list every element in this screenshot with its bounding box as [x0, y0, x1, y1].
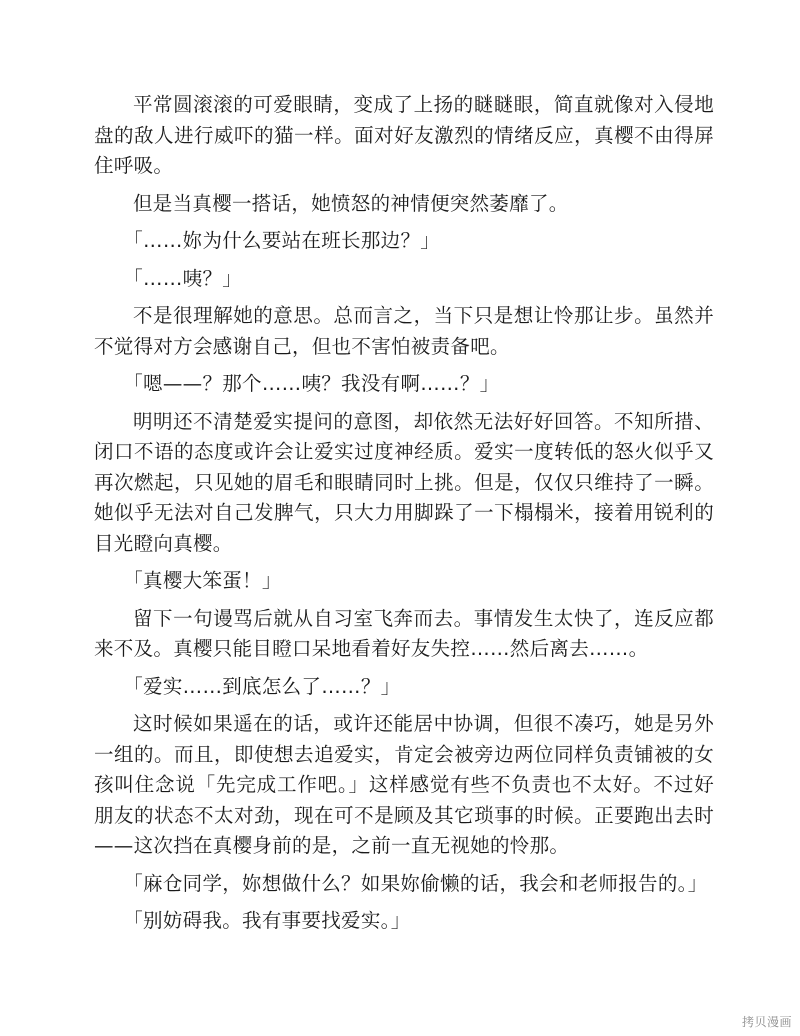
paragraph: 明明还不清楚爱实提问的意图，却依然无法好好回答。不知所措、闭口不语的态度或许会让爱实过度神经质。爱实一度转低的怒火似乎又再次燃起，只见她的眉毛和眼睛同时上挑。但是，仅仅只维持了一瞬。她似乎无法对自己发脾气，只大力用脚跺了一下榻榻米，接着用锐利的目光瞪向真樱。: [94, 409, 714, 555]
paragraph: 留下一句谩骂后就从自习室飞奔而去。事情发生太快了，连反应都来不及。真樱只能目瞪口呆地看着好友失控……然后离去……。: [94, 606, 714, 660]
paragraph: 这时候如果遥在的话，或许还能居中协调，但很不凑巧，她是另外一组的。而且，即使想去追爱实，肯定会被旁边两位同样负责铺被的女孩叫住念说「先完成工作吧。」这样感觉有些不负责也不太好。不过好朋友的状态不太对劲，现在可不是顾及其它琐事的时候。正要跑出去时——这次挡在真樱身前的是，之前一直无视她的怜那。: [94, 712, 714, 857]
dialog-line: 「麻仓同学，妳想做什么？如果妳偷懒的话，我会和老师报告的。」: [123, 871, 708, 895]
dialog-line: 「……咦？」: [123, 266, 243, 290]
dialog-line: 「嗯——？那个……咦？我没有啊……？」: [123, 372, 500, 395]
paragraph: 不是很理解她的意思。总而言之，当下只是想让怜那让步。虽然并不觉得对方会感谢自己，但也不害怕被责备吧。: [94, 304, 714, 358]
watermark: 拷贝漫画: [741, 1015, 792, 1029]
dialog-line: 「别妨碍我。我有事要找爱实。」: [123, 909, 411, 932]
dialog-line: 「爱实……到底怎么了……？」: [123, 674, 401, 698]
dialog-line: 「真樱大笨蛋！」: [123, 569, 282, 592]
dialog-line: 「……妳为什么要站在班长那边？」: [123, 229, 441, 252]
novel-page: [94, 90, 714, 944]
paragraph: 平常圆滚滚的可爱眼睛，变成了上扬的瞇瞇眼，简直就像对入侵地盘的敌人进行威吓的猫一样。面对好友激烈的情绪反应，真樱不由得屏住呼吸。: [94, 93, 714, 177]
paragraph: 但是当真樱一搭话，她愤怒的神情便突然萎靡了。: [133, 191, 569, 215]
